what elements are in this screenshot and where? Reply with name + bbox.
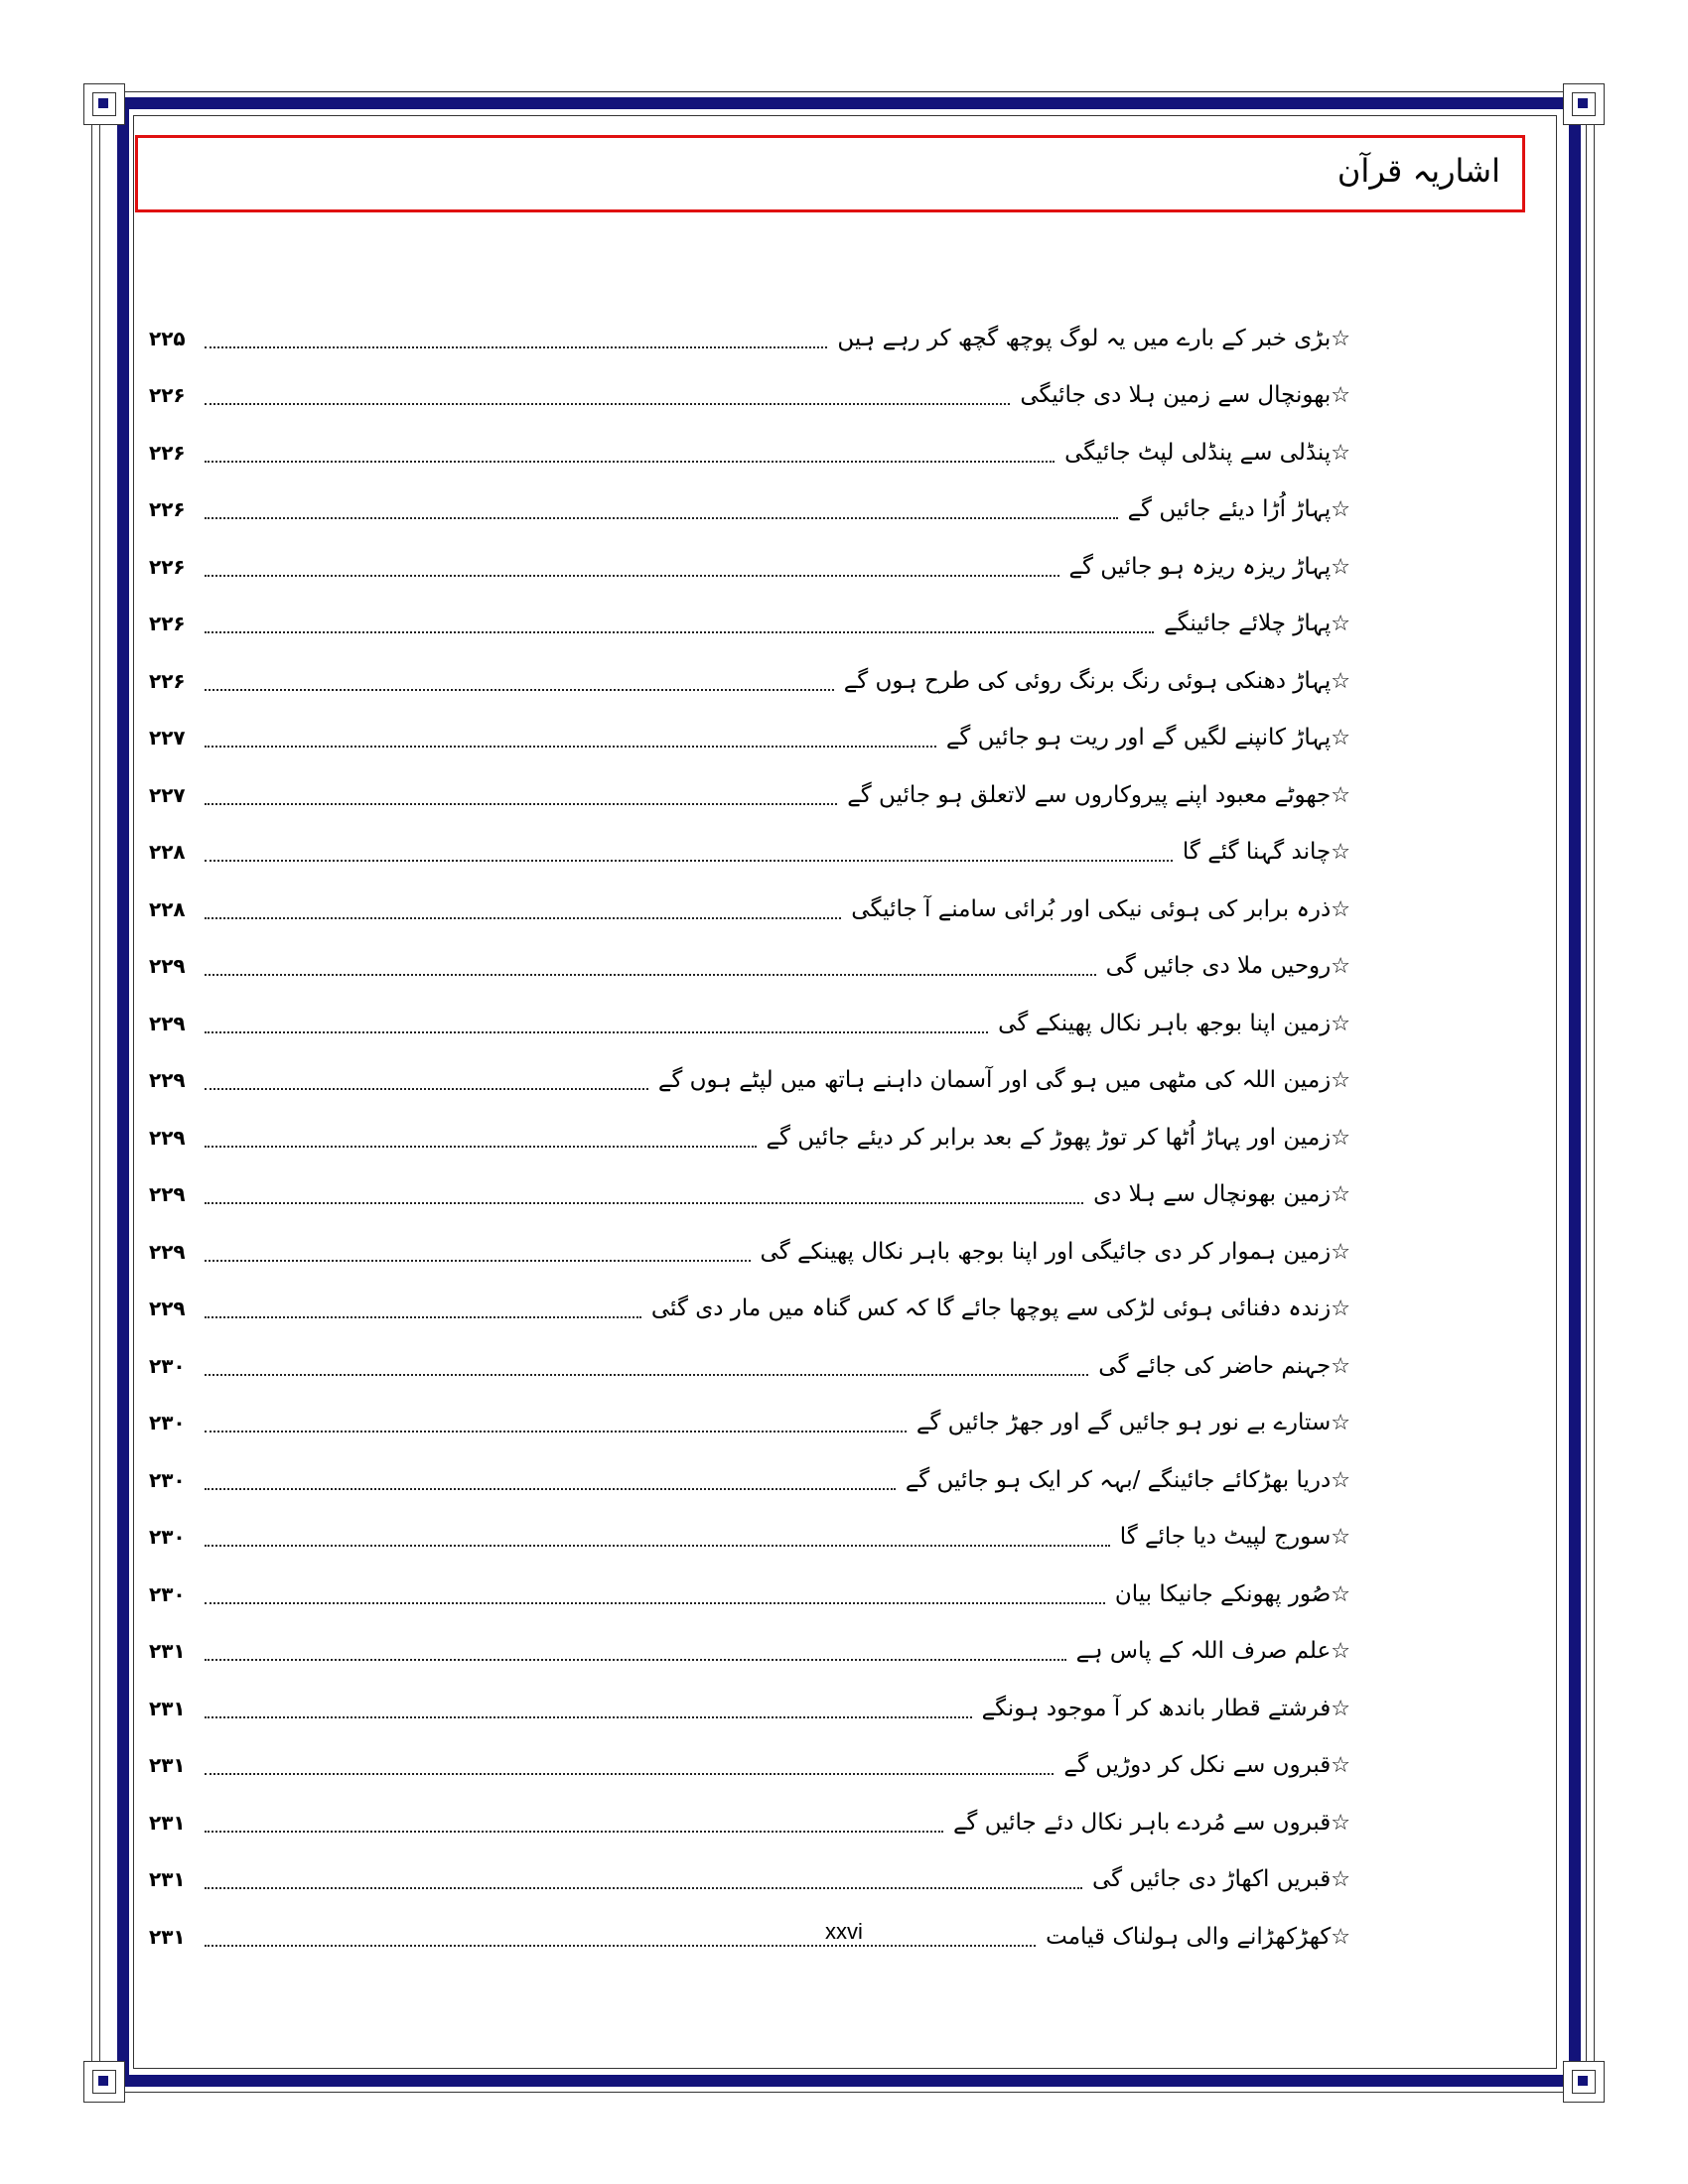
entry-label: پہاڑ اُڑا دیئے جائیں گے [1127, 496, 1332, 523]
entry-text [831, 326, 1350, 351]
entry-page-number: ۲۲۹ [149, 1182, 186, 1207]
index-entry [149, 1166, 1350, 1224]
entry-page-number: ۲۲۸ [149, 896, 186, 921]
index-entry [149, 1052, 1350, 1110]
dot-leader [205, 1887, 1082, 1889]
dot-leader [205, 1659, 1066, 1661]
star-icon: ☆ [1331, 612, 1350, 637]
entry-label: زمین اور پہاڑ اُٹھا کر توڑ پھوڑ کے بعد برابر کر دیئے جائیں گے [766, 1124, 1332, 1151]
entry-text [940, 725, 1350, 751]
dot-leader [205, 1773, 1054, 1775]
entry-page-number: ۲۲۶ [149, 612, 186, 636]
entry-text [1100, 953, 1350, 979]
page-title: اشاریہ قرآن [1336, 152, 1500, 190]
entry-label: زمین اللہ کی مٹھی میں ہو گی اور آسمان داہنے ہاتھ میں لپٹے ہوں گے [657, 1067, 1332, 1094]
star-icon: ☆ [1331, 1581, 1350, 1607]
dot-leader [205, 1488, 896, 1490]
index-entry [149, 766, 1350, 824]
star-icon: ☆ [1331, 840, 1350, 866]
entry-label: پہاڑ چلائے جائینگے [1164, 611, 1332, 637]
star-icon: ☆ [1331, 1353, 1350, 1379]
index-entry [149, 824, 1350, 882]
entry-text [1122, 496, 1350, 522]
entry-page-number: ۲۳۱ [149, 1867, 186, 1892]
dot-leader [205, 517, 1118, 519]
index-entry [149, 995, 1350, 1052]
entry-text [1014, 382, 1350, 408]
entry-label: پہاڑ ریزہ ریزہ ہو جائیں گے [1068, 553, 1332, 580]
index-entry [149, 1281, 1350, 1338]
index-entry [149, 1451, 1350, 1509]
index-entry [149, 424, 1350, 481]
star-icon: ☆ [1331, 497, 1350, 523]
entry-label: زمین ہموار کر دی جائیگی اور اپنا بوجھ باہر نکال پھینکے گی [760, 1238, 1332, 1265]
entry-text [976, 1696, 1350, 1721]
index-entry [149, 938, 1350, 996]
entry-text [992, 1011, 1350, 1036]
index-entry [149, 481, 1350, 539]
entry-page-number: ۲۲۶ [149, 554, 186, 579]
dot-leader [205, 689, 834, 691]
entry-page-number: ۲۲۹ [149, 1011, 186, 1035]
index-entry [149, 1623, 1350, 1681]
star-icon: ☆ [1331, 1467, 1350, 1493]
entry-page-number: ۲۳۱ [149, 1639, 186, 1664]
dot-leader [205, 1031, 988, 1033]
dot-leader [205, 631, 1154, 633]
corner-ornament-top-left [83, 83, 125, 125]
entry-page-number: ۲۲۶ [149, 668, 186, 693]
star-icon: ☆ [1331, 954, 1350, 980]
index-entry [149, 367, 1350, 425]
index-entry [149, 1794, 1350, 1851]
entry-label: روحیں ملا دی جائیں گی [1105, 953, 1332, 980]
dot-leader [205, 1945, 1036, 1947]
star-icon: ☆ [1331, 1525, 1350, 1551]
entry-label: جہنم حاضر کی جائے گی [1098, 1352, 1332, 1379]
star-icon: ☆ [1331, 1867, 1350, 1893]
index-entry [149, 1223, 1350, 1281]
entry-text [1109, 1581, 1350, 1607]
star-icon: ☆ [1331, 1639, 1350, 1665]
entry-text [900, 1467, 1350, 1493]
entry-text [645, 1296, 1350, 1321]
entry-page-number: ۲۳۰ [149, 1411, 186, 1435]
entry-label: صُور پھونکے جانیکا بیان [1114, 1580, 1332, 1607]
index-entry [149, 1395, 1350, 1452]
entry-text [841, 782, 1350, 808]
entry-label: بھونچال سے زمین ہلا دی جائیگی [1020, 382, 1332, 409]
index-entry [149, 310, 1350, 367]
entry-text [1057, 1752, 1350, 1778]
entry-label: پہاڑ کانپنے لگیں گے اور ریت ہو جائیں گے [945, 725, 1332, 751]
star-icon: ☆ [1331, 1297, 1350, 1322]
index-entry [149, 1737, 1350, 1795]
index-entry [149, 1109, 1350, 1166]
header-box [135, 135, 1525, 212]
entry-text [1070, 1638, 1350, 1664]
star-icon: ☆ [1331, 1068, 1350, 1094]
entry-text [911, 1410, 1350, 1435]
dot-leader [205, 1431, 907, 1433]
entry-text [1058, 440, 1350, 466]
entry-label: دریا بھڑکائے جائینگے /بہہ کر ایک ہو جائیں گے [905, 1466, 1332, 1493]
index-entry [149, 1509, 1350, 1567]
entry-text [1114, 1524, 1350, 1550]
entry-label: زندہ دفنائی ہوئی لڑکی سے پوچھا جائے گا کہ کس گناہ میں مار دی گئی [650, 1296, 1332, 1322]
corner-ornament-top-right [1563, 83, 1605, 125]
page-number-footer: xxvi [825, 1919, 863, 1944]
entry-page-number: ۲۲۹ [149, 1125, 186, 1150]
entry-label: سورج لپیٹ دیا جائے گا [1119, 1524, 1332, 1551]
dot-leader [205, 860, 1173, 862]
entry-page-number: ۲۳۱ [149, 1810, 186, 1835]
index-entry [149, 710, 1350, 767]
star-icon: ☆ [1331, 326, 1350, 351]
entry-label: فرشتے قطار باندھ کر آ موجود ہونگے [981, 1695, 1332, 1721]
entry-label: قبریں اکھاڑ دی جائیں گی [1091, 1866, 1332, 1893]
entry-page-number: ۲۳۱ [149, 1924, 186, 1949]
entry-text [761, 1125, 1350, 1151]
entry-page-number: ۲۲۹ [149, 1297, 186, 1321]
entry-label: بڑی خبر کے بارے میں یہ لوگ پوچھ گچھ کر رہے ہیں [837, 325, 1332, 351]
entry-page-number: ۲۲۸ [149, 840, 186, 865]
entry-text [755, 1239, 1350, 1265]
entry-page-number: ۲۳۰ [149, 1581, 186, 1606]
star-icon: ☆ [1331, 1696, 1350, 1721]
entry-text [1092, 1353, 1350, 1379]
star-icon: ☆ [1331, 668, 1350, 694]
star-icon: ☆ [1331, 1810, 1350, 1836]
entry-text [838, 668, 1350, 694]
dot-leader [205, 1260, 751, 1262]
dot-leader [205, 1716, 972, 1718]
dot-leader [205, 917, 841, 919]
star-icon: ☆ [1331, 1182, 1350, 1208]
entry-text [947, 1810, 1350, 1836]
star-icon: ☆ [1331, 440, 1350, 466]
index-entry [149, 1680, 1350, 1737]
entry-page-number: ۲۲۷ [149, 782, 186, 807]
star-icon: ☆ [1331, 726, 1350, 751]
star-icon: ☆ [1331, 1924, 1350, 1950]
entry-label: چاند گہنا گئے گا [1182, 839, 1332, 866]
dot-leader [205, 1088, 648, 1090]
index-list [149, 310, 1350, 1966]
dot-leader [205, 403, 1010, 405]
dot-leader [205, 346, 827, 348]
star-icon: ☆ [1331, 383, 1350, 409]
entry-text [845, 896, 1350, 922]
index-entry [149, 538, 1350, 596]
entry-page-number: ۲۳۰ [149, 1525, 186, 1550]
dot-leader [205, 746, 936, 748]
entry-page-number: ۲۲۶ [149, 383, 186, 408]
index-entry [149, 1851, 1350, 1909]
dot-leader [205, 461, 1055, 463]
star-icon: ☆ [1331, 554, 1350, 580]
star-icon: ☆ [1331, 1011, 1350, 1036]
entry-text [1087, 1181, 1350, 1207]
entry-text [1177, 839, 1350, 865]
entry-page-number: ۲۲۶ [149, 440, 186, 465]
entry-label: قبروں سے نکل کر دوڑیں گے [1063, 1752, 1332, 1779]
entry-label: ذرہ برابر کی ہوئی نیکی اور بُرائی سامنے آ جائیگی [851, 895, 1332, 922]
dot-leader [205, 803, 837, 805]
dot-leader [205, 1831, 943, 1833]
corner-ornament-bottom-right [1563, 2061, 1605, 2103]
dot-leader [205, 575, 1059, 577]
entry-page-number: ۲۲۹ [149, 954, 186, 979]
entry-label: قبروں سے مُردے باہر نکال دئے جائیں گے [952, 1809, 1332, 1836]
entry-page-number: ۲۲۷ [149, 726, 186, 751]
dot-leader [205, 974, 1096, 976]
dot-leader [205, 1545, 1110, 1547]
entry-label: پنڈلی سے پنڈلی لپٹ جائیگی [1064, 439, 1332, 466]
entry-page-number: ۲۳۱ [149, 1696, 186, 1720]
corner-ornament-bottom-left [83, 2061, 125, 2103]
entry-page-number: ۲۳۱ [149, 1753, 186, 1778]
entry-label: جھوٹے معبود اپنے پیروکاروں سے لاتعلق ہو جائیں گے [847, 781, 1332, 808]
star-icon: ☆ [1331, 896, 1350, 922]
entry-page-number: ۲۳۰ [149, 1353, 186, 1378]
star-icon: ☆ [1331, 782, 1350, 808]
index-entry [149, 1566, 1350, 1623]
entry-label: زمین بھونچال سے ہلا دی [1093, 1181, 1332, 1208]
dot-leader [205, 1146, 757, 1148]
entry-text [1086, 1866, 1350, 1892]
index-entry [149, 881, 1350, 938]
entry-page-number: ۲۲۵ [149, 326, 186, 350]
star-icon: ☆ [1331, 1239, 1350, 1265]
entry-page-number: ۲۲۶ [149, 497, 186, 522]
entry-label: کھڑکھڑانے والی ہولناک قیامت [1046, 1923, 1332, 1950]
dot-leader [205, 1374, 1088, 1376]
entry-label: علم صرف اللہ کے پاس ہے [1075, 1638, 1332, 1665]
entry-label: زمین اپنا بوجھ باہر نکال پھینکے گی [998, 1010, 1332, 1036]
star-icon: ☆ [1331, 1411, 1350, 1436]
entry-text [652, 1067, 1350, 1093]
dot-leader [205, 1602, 1105, 1604]
index-entry [149, 652, 1350, 710]
dot-leader [205, 1316, 641, 1318]
dot-leader [205, 1202, 1083, 1204]
index-entry [149, 596, 1350, 653]
entry-text [1158, 611, 1350, 636]
entry-page-number: ۲۳۰ [149, 1467, 186, 1492]
entry-page-number: ۲۲۹ [149, 1068, 186, 1093]
entry-text [1063, 554, 1351, 580]
index-entry [149, 1337, 1350, 1395]
entry-label: پہاڑ دھنکی ہوئی رنگ برنگ روئی کی طرح ہوں گے [843, 667, 1332, 694]
star-icon: ☆ [1331, 1753, 1350, 1779]
star-icon: ☆ [1331, 1125, 1350, 1151]
entry-page-number: ۲۲۹ [149, 1239, 186, 1264]
entry-label: ستارے بے نور ہو جائیں گے اور جھڑ جائیں گے [915, 1410, 1332, 1436]
